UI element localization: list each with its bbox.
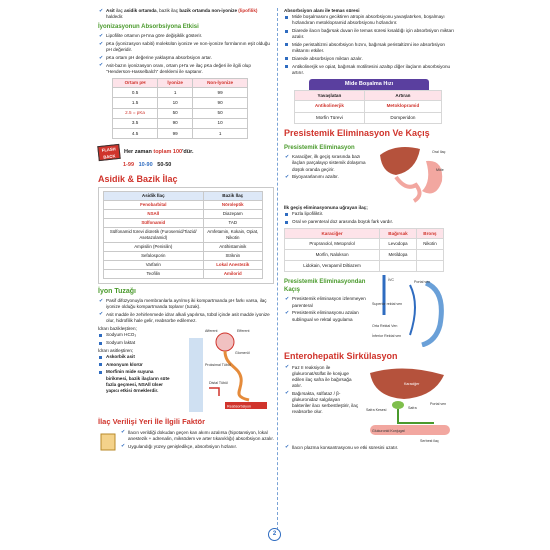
ionization-item: ✔ pKa ortam pH değerine yaklaşma absorbsiyon artar.	[98, 55, 274, 61]
reabsorb-label: Reabsorbsiyon	[227, 404, 251, 409]
escape-text	[284, 275, 366, 347]
presystemic-text	[284, 141, 372, 203]
oral-label: Oral Ilaç	[432, 150, 446, 155]
acid-cell: NSAİİ	[104, 210, 204, 219]
liver-shape	[380, 147, 420, 175]
ph-cell: 10	[158, 98, 193, 108]
acidify-item: Amonyum klorür	[98, 362, 176, 368]
presystemic-item: ✔ Karaciğer, ilk geçiş sırasında bazı ilaçları parçalayıp sistemik dolaşıma düşük oranda geçirir.	[284, 154, 372, 173]
bile-duct	[398, 409, 434, 423]
reabsorb-arrow	[209, 388, 219, 396]
base-cell: Diazepam	[203, 210, 262, 219]
intro-list	[98, 8, 274, 20]
nephron-illustration	[179, 326, 271, 414]
gastric-cell: Domperidon	[364, 112, 441, 123]
left-column	[98, 8, 274, 542]
alkalinize-item: Sodyum HCO₃	[98, 332, 176, 338]
ionization-item: ✔ Lipofilite ortamın pH'ına göre değişiklik gösterir.	[98, 33, 274, 39]
column-divider	[277, 8, 278, 530]
base-cell: Striknin	[203, 251, 262, 260]
ionization-item: ✔ pKa (iyonizasyon sabiti) molekülün iyonize ve non-iyonize formlarının eşit olduğu pH değeridir.	[98, 41, 274, 53]
flashback-text-a: Her zaman	[124, 149, 154, 155]
acid-base-box	[98, 187, 274, 284]
acidify-item: Morfinin mide suyuna birikmesi, bazik ilaçların süte fazla geçmesi, NSAİİ ülser yapıcı etkisi örneklerdir.	[98, 369, 176, 394]
base-cell: Antihistaminik	[203, 242, 262, 251]
ionization-list	[98, 33, 274, 75]
vessel-band	[189, 338, 203, 412]
acid-header: Asidik İlaç	[104, 191, 204, 200]
presystemic-title: Presistemik Eliminasyon Ve Kaçış	[284, 127, 430, 138]
factor-item: Mide peristaltizmi absorbsiyon hızını, bağırsak peristaltizmi ise absorbsiyon miktarını etkiler.	[284, 42, 454, 54]
first-pass-item: Oral ve parenteral doz arasında büyük fark vardır.	[284, 219, 454, 225]
intro-acid-env: asidik ortamda	[124, 8, 157, 13]
ph-cell: 50	[193, 108, 248, 118]
flashback-text	[124, 149, 194, 156]
route-item: ✔ Uygulandığı yüzey genişledikçe, absorbsiyon hızlanır.	[120, 444, 274, 450]
adrenalin-icon	[98, 430, 118, 454]
ehc-list-2	[284, 445, 454, 451]
acid-base-title: Asidik & Bazik İlaç	[98, 173, 178, 184]
route-list	[120, 430, 274, 454]
base-cell: TAD	[203, 219, 262, 228]
rectal-veins-illustration	[370, 275, 454, 347]
acid-base-table	[103, 191, 263, 279]
flashback-badge-bottom: BACK	[103, 153, 116, 160]
first-pass-table	[284, 228, 444, 272]
gastric-header: Artıran	[364, 91, 441, 101]
presystemic-item: ✔ Biyoyararlanımı azaltır.	[284, 174, 372, 180]
fp-cell: Metildopa	[380, 250, 417, 261]
acid-cell: Ampisilin (Penisilin)	[104, 242, 204, 251]
intro-base-env: bazik ortamda	[179, 8, 211, 13]
ehc-item: ✔ İlacın plazma konsantrasyonu ve etki süresini uzatır.	[284, 445, 454, 451]
first-pass-list	[284, 211, 454, 225]
intro-text: , bazik ilaç	[156, 8, 180, 13]
ph-cell: 0.5	[113, 88, 158, 98]
ph-header: Ortam pH	[113, 79, 158, 88]
acid-cell: Sefalosporin	[104, 251, 204, 260]
ph-cell: 99	[158, 129, 193, 139]
ph-cell: 99	[193, 88, 248, 98]
acid-cell: Varfarin	[104, 260, 204, 269]
intestine-shape	[396, 177, 420, 201]
alkalinize-item: Sodyum laktat	[98, 340, 176, 346]
ion-trap-item: ✔ Asit madde ile zehirlenmede idrar alkali yapılırsa, tübül içinde asit madde iyonize olur, hidrofilik hale gelir, reabsorbe edilemez.	[98, 312, 274, 324]
intro-text: ilaç	[114, 8, 125, 13]
ampoule-shape	[101, 434, 115, 450]
ehc-title: Enterohepatik Sirkülasyon	[284, 351, 398, 362]
ehc-item: ✔ Faz II reaksiyon ile glukuronat/sülfat ile konjuge edilen ilaç safra ile bağırsağa atılır.	[284, 365, 360, 390]
proximal-label: Proksimal Tübül	[205, 363, 231, 368]
escape-item: ✔ Presistemik eliminasyonu azalan sublingual ve rektal uygulama	[284, 310, 366, 322]
ph-cell: 50	[158, 108, 193, 118]
acidify-item: Askorbik asit	[98, 354, 176, 360]
flashback-num: 10-90	[138, 162, 153, 169]
flashback-num: 1-99	[123, 162, 135, 169]
gall-label: Safra Kesesi	[366, 407, 387, 412]
intro-text: non-iyonize	[210, 8, 239, 13]
ion-trap-list	[98, 298, 274, 324]
factor-item: Antikolinerjik ve opiat, bağırsak motilitesini azaltıp diğer ilaçların absorbsiyonu artırır.	[284, 64, 454, 76]
fp-cell	[416, 250, 443, 261]
factors-title: Absorbsiyon alanı ile temas süresi	[284, 8, 360, 13]
escape-item: ✔ Presistemik eliminasyon izlenmeyen parenteral	[284, 296, 366, 308]
base-cell: Lokal Anestezik	[203, 260, 262, 269]
stomach-label: Mide	[436, 168, 444, 173]
intro-prefix: Asit	[106, 8, 115, 13]
route-section	[98, 430, 274, 454]
flashback-box	[98, 145, 274, 160]
glomerulus-shape	[216, 333, 234, 351]
ph-cell: 1	[193, 129, 248, 139]
ion-trap-title: İyon Tuzağı	[98, 287, 136, 295]
bile-label: Safra	[408, 405, 417, 410]
gastric-cell: Antikolinerjik	[295, 101, 365, 112]
flashback-text-b: toplam 100	[153, 149, 183, 155]
ph-cell: 90	[158, 118, 193, 128]
inf-label: İnferior Rektal ven	[372, 334, 402, 339]
urine-modifiers	[98, 326, 176, 414]
conj-label: Glukuronid Konjugat	[372, 428, 405, 433]
alkalinize-label: İdrarı bazikleştiren;	[98, 326, 137, 332]
portal-label: Portal ven	[414, 280, 431, 285]
intro-lipophilic: (lipofilik)	[238, 8, 258, 13]
intestine-shape	[422, 283, 441, 345]
ehc-list	[284, 365, 360, 445]
gallbladder-shape	[392, 401, 404, 409]
ph-table	[112, 78, 248, 139]
distal-label: Distal Tübül	[209, 381, 228, 386]
fp-cell: Lidokain, Verapamil Diltiazem	[285, 261, 380, 272]
first-pass-intro-text: İlk geçiş eliminasyonuna uğrayan ilaç;	[284, 205, 368, 211]
first-pass-item: Fazla lipofiliktir.	[284, 211, 454, 217]
page-number: 2	[268, 528, 281, 541]
fp-header: Karaciğer	[285, 229, 380, 239]
intro-text: haldedir.	[106, 14, 124, 20]
fp-cell: Nikotin	[416, 239, 443, 250]
tubule-path	[225, 351, 249, 400]
acid-cell: Teofilin	[104, 269, 204, 278]
gastric-cell: Morfin Türevi	[295, 112, 365, 123]
gastric-cell: Metoklopramid	[364, 101, 441, 112]
right-column	[284, 8, 454, 542]
glomerul-label: Glomerül	[235, 351, 250, 356]
gastric-table	[294, 90, 442, 124]
factor-item: Diarede ilacın bağırsak duvarı ile temas süresi kısaldığı için absorbsiyon miktarı azalır.	[284, 28, 454, 40]
rectal-vein	[410, 285, 415, 335]
acid-cell: Sülfonamid türevi diüretik (Furosemid/Tiazid/ Asetazolamid)	[104, 227, 204, 242]
gastric-header: Yavaşlatan	[295, 91, 365, 101]
ionization-title: İyonizasyonun Absorbsiyona Etkisi	[98, 24, 199, 31]
flashback-badge-top: FLASH	[101, 146, 116, 153]
presystemic-subtitle: Presistemik Eliminasyon	[284, 145, 355, 152]
escape-title: Presistemik Eliminasyondan Kaçış	[284, 279, 366, 294]
ph-cell: 1.5	[113, 98, 158, 108]
ph-cell: 3.5	[113, 118, 158, 128]
ehc-item: ✔ Bağırsakta, sülfataz / β-glukuronidaz salgılayan bakteriler ilacı serbestleştirir, ilaç reabsorbe olur.	[284, 391, 360, 416]
base-header: Bazik İlaç	[203, 191, 262, 200]
flashback-num: 50-50	[157, 162, 172, 169]
portal-label: Portal ven	[430, 401, 447, 406]
stomach-shape	[422, 161, 442, 194]
free-label: Serbest ilaç	[420, 438, 439, 443]
factors-list	[284, 14, 454, 76]
ion-trap-detail	[98, 326, 274, 414]
fp-cell	[380, 261, 417, 272]
presystemic-block	[284, 141, 454, 203]
efferent-label: Efferent	[237, 329, 250, 334]
mid-label: Orta Rektal Ven	[372, 324, 398, 329]
acid-cell: Sülfonamid	[104, 219, 204, 228]
liver-label: Karaciğer	[404, 381, 420, 386]
fp-cell: Morfin, Nalokson	[285, 250, 380, 261]
ph-cell: 4.5	[113, 129, 158, 139]
factor-item: Mide boşalmasını geciktiren atropin absorbsiyonu yavaşlatırken, boşalmayı hızlandıran metoklopramid absorbsiyonu hızlandırır.	[284, 14, 454, 26]
ph-cell: 10	[193, 118, 248, 128]
base-cell: Amfetamin, Kokain, Opiat, Nikotin	[203, 227, 262, 242]
escape-block	[284, 275, 454, 347]
base-cell: Nöroleptik	[203, 201, 262, 210]
fp-cell	[416, 261, 443, 272]
gastric-block	[284, 79, 454, 124]
afferent-label: Afferent	[205, 329, 218, 334]
route-title: İlaç Verilişi Yeri İle İlgili Faktör	[98, 417, 205, 427]
base-cell: Amilorid	[203, 269, 262, 278]
ph-header: İyonize	[158, 79, 193, 88]
ion-trap-item: ✔ Pasif difüzyonuyla membranlarla ayrılmış iki kompartmanda pH farkı varsa, ilaç iyonize olduğu kompartmanda toplanır (tuzak).	[98, 298, 274, 310]
ionization-item: ✔ Asit-bazın iyonizasyon oranı, ortam pH'a ve ilaç pKa değeri ile ilgili olup "Henderson-Hasselbalch" denklemi ile saptanır.	[98, 63, 274, 75]
fp-cell: Levodopa	[380, 239, 417, 250]
ehc-block	[284, 365, 454, 445]
fp-cell: Propranolol, Metoprolol	[285, 239, 380, 250]
gastric-title: Mide Boşalma Hızı	[309, 79, 429, 90]
ph-cell: 1	[158, 88, 193, 98]
flashback-text-c: 'dür.	[182, 149, 194, 155]
fp-header: Bronş	[416, 229, 443, 239]
ph-cell: 2.5 = pKa	[113, 108, 158, 118]
intro-item	[98, 8, 274, 20]
route-item: ✔ İlacın verildiği dokudan geçen kan akımı azalırsa (hipotansiyon, lokal anestezik + adrenalin, miksödem ve arter tıkanıklığı) absorbsiyon azalır.	[120, 430, 274, 442]
ehc-illustration	[364, 365, 454, 445]
acidify-label: İdrarı asitleştiren;	[98, 347, 134, 353]
flashback-numbers	[123, 162, 274, 169]
ph-header: Non-İyonize	[193, 79, 248, 88]
fp-header: Bağırsak	[380, 229, 417, 239]
ph-cell: 90	[193, 98, 248, 108]
svc-label: Superior rektal ven	[372, 302, 403, 307]
liver-stomach-illustration	[376, 141, 454, 203]
acid-cell: Fenobarbital	[104, 201, 204, 210]
factor-item: Diarede absorbsiyon miktarı azalır.	[284, 56, 454, 62]
flashback-badge	[97, 144, 120, 161]
ivc-label: İVC	[388, 278, 394, 283]
